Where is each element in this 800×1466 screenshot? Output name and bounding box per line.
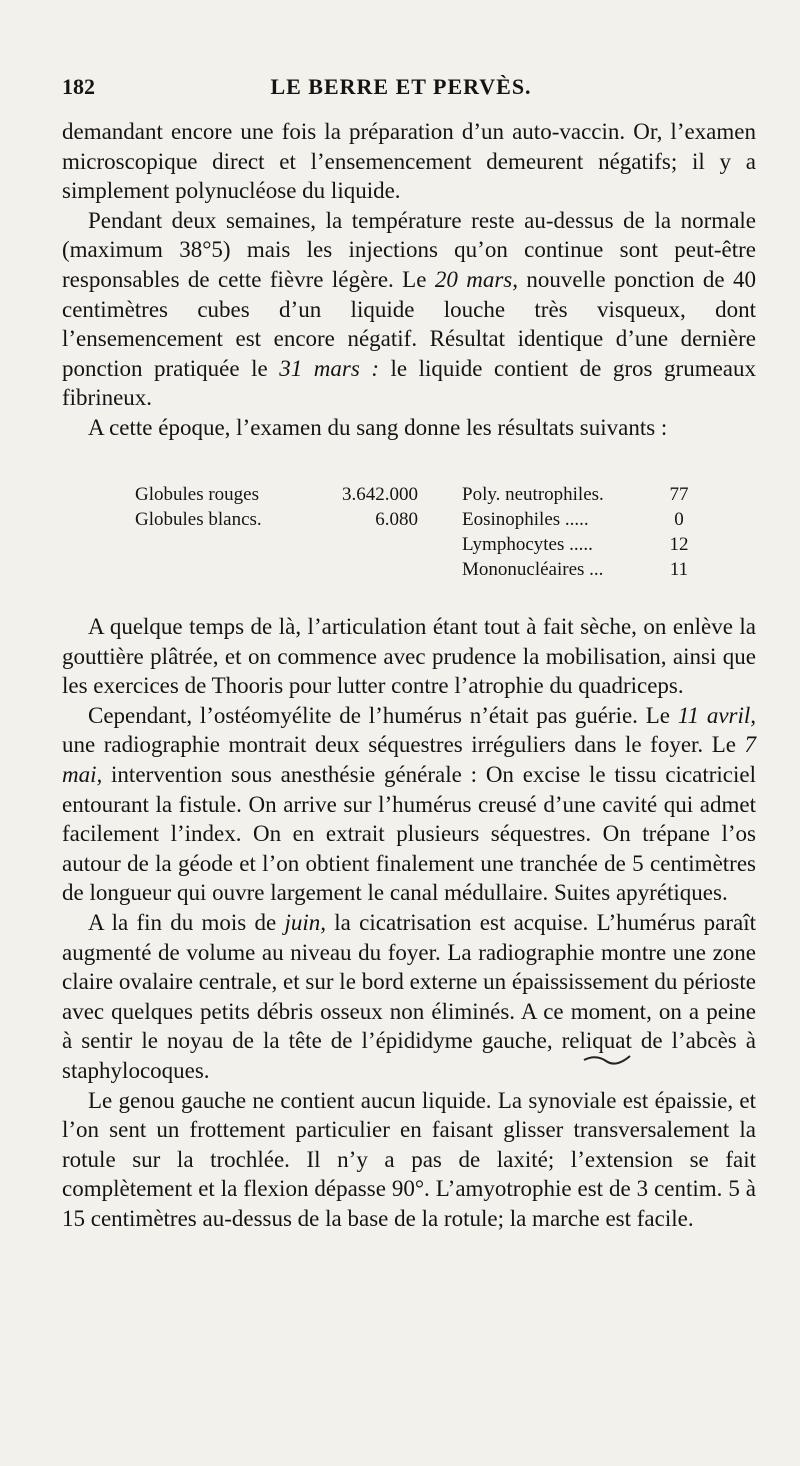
cell-label: Globules blancs. xyxy=(135,509,262,530)
text-run: Le genou gauche ne contient aucun liquide. La synoviale est épaissie, et l’on sent un frottement particulier en faisant glisser transversalement la rotule sur la trochlée. Il n’y a pas de laxité; l’extension se fait complètement et la flexion dépasse 90°. L’amyotrophie est de 3 centim. 5 à 15 centimètres au-dessus de la base de la rotule; la marche est facile. xyxy=(62,1087,756,1231)
cell-right-value: 12 xyxy=(669,534,689,555)
body-text-top xyxy=(62,117,756,443)
cell-right-value: 11 xyxy=(669,559,689,580)
running-title: LE BERRE ET PERVÈS. xyxy=(270,74,532,99)
paragraph xyxy=(62,413,756,443)
text-run: la cicatrisation est acquise. L’humérus paraît augmenté de volume au niveau du foyer. La radiographie montre une zone claire ovalaire centrale, et sur le bord externe un épaississement du périoste avec quelques petits débris osseux non éliminés. A ce moment, on a peine à sentir le noyau de la tête de l’épididyme gauche, reliquat de l’abcès à staphylocoques. xyxy=(62,909,756,1083)
cell-label: Globules rouges xyxy=(135,484,260,505)
cell-right-value: 0 xyxy=(674,509,684,530)
text-run: A quelque temps de là, l’articulation étant tout à fait sèche, on enlève la gouttière plâtrée, et on commence avec prudence la mobilisation, ainsi que les exercices de Thooris pour lutter contre l’atrophie du quadriceps. xyxy=(62,614,756,699)
page-number: 182 xyxy=(62,74,95,99)
paragraph xyxy=(62,117,756,206)
date-emphasis: juin, xyxy=(284,909,327,935)
table-row xyxy=(135,482,715,507)
blood-results-table xyxy=(135,482,715,582)
table-row xyxy=(135,557,715,582)
cell-right-label: Eosinophiles ..... xyxy=(462,509,589,530)
text-run: Cependant, l’ostéomyélite de l’humérus n’était pas guérie. Le xyxy=(88,702,678,728)
text-run: le liquide contient de gros grumeaux fibrineux. xyxy=(62,355,757,411)
text-run: demandant encore une fois la préparation d’un auto-vaccin. Or, l’examen microscopique direct et l’ensemencement demeurent négatifs; il y a simplement polynucléose du liquide. xyxy=(62,119,756,204)
body-text-bottom xyxy=(62,612,756,1233)
cell-right-label: Lymphocytes ..... xyxy=(462,534,593,555)
paragraph xyxy=(62,701,756,908)
text-run: nouvelle ponction de 40 centimètres cubes d’un liquide louche très visqueux, dont l’ensemencement est encore négatif. Résultat identique d’une dernière ponction pratiquée le xyxy=(62,266,757,381)
text-run: Pendant deux semaines, la température reste au-dessus de la normale (maximum 38°5) mais les injections qu’on continue sont peut-être responsables de cette fièvre légère. Le xyxy=(62,207,756,292)
paragraph xyxy=(62,908,756,1086)
paragraph xyxy=(62,1086,756,1234)
date-emphasis: 11 avril, xyxy=(677,702,757,728)
paragraph xyxy=(62,206,756,413)
paragraph xyxy=(62,612,756,701)
table-row xyxy=(135,507,715,532)
cell-right-label: Poly. neutrophiles. xyxy=(462,484,604,505)
cell-value: 3.642.000 xyxy=(342,484,418,505)
text-run: A la fin du mois de xyxy=(88,909,285,935)
date-emphasis: 20 mars, xyxy=(434,266,519,292)
date-emphasis: 31 mars : xyxy=(279,355,379,381)
cell-right-label: Mononucléaires ... xyxy=(462,559,604,580)
page-header xyxy=(62,74,740,106)
text-run: une radiographie montrait deux séquestres irréguliers dans le foyer. Le xyxy=(62,732,745,758)
end-ornament-icon xyxy=(582,1046,632,1073)
cell-right-value: 77 xyxy=(669,484,689,505)
text-run: intervention sous anesthésie générale : On excise le tissu cicatriciel entourant la fistule. On arrive sur l’humérus creusé d’une cavité qui admet facilement l’index. On en extrait plusieurs séquestres. On trépane l’os autour de la géode et l’on obtient finalement une tranchée de 5 centimètres de longueur qui ouvre largement le canal médullaire. Suites apyrétiques. xyxy=(62,761,756,906)
text-run: A cette époque, l’examen du sang donne les résultats suivants : xyxy=(88,414,668,440)
cell-value: 6.080 xyxy=(375,509,418,530)
date-emphasis: 7 mai, xyxy=(62,732,756,787)
table-row xyxy=(135,532,715,557)
